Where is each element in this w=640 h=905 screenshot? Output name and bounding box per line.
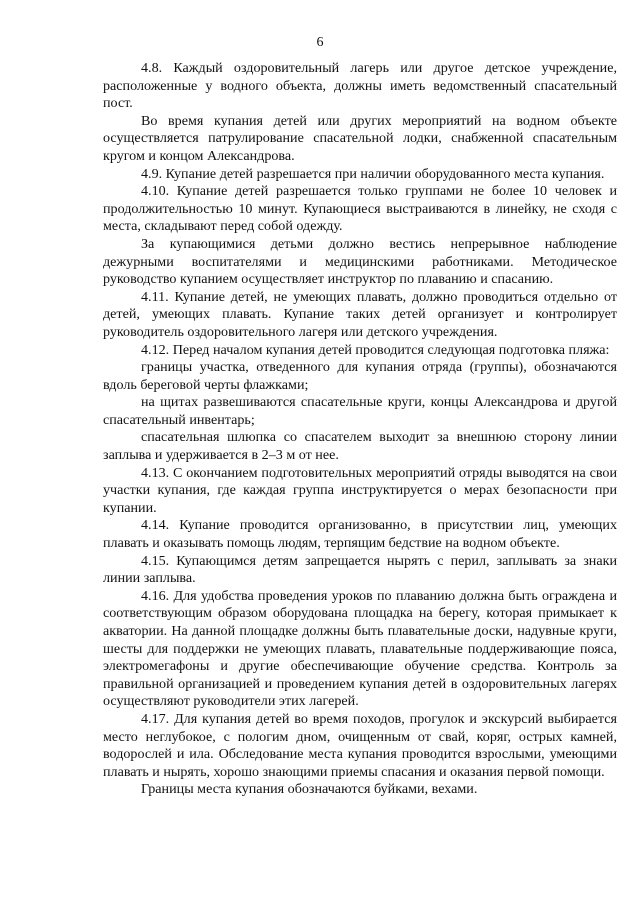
paragraph-4-16: 4.16. Для удобства проведения уроков по плаванию должна быть ограждена и соответствующим образом оборудована площадка на берегу, которая примыкает к акватории. На данной площадке должны быть плавательные доски, надувные круги, шесты для поддержки не умеющих плавать, плавательные поддерживающие пояса, электромегафоны и другие обеспечивающие обучение средства. Контроль за правильной организацией и проведением купания детей в оздоровительных лагерях осуществляют руководители этих лагерей. [103, 587, 617, 710]
paragraph-markers: Границы места купания обозначаются буйками, вехами. [141, 781, 478, 798]
page-number: 6 [316, 35, 324, 50]
document-body [103, 60, 617, 799]
paragraph-shields: на щитах развешиваются спасательные круги, концы Александрова и другой спасательный инвентарь; [103, 394, 617, 428]
paragraph-4-15: 4.15. Купающимся детям запрещается нырять с перил, заплывать за знаки линии заплыва. [103, 552, 617, 587]
paragraph-rescue-boat: спасательная шлюпка со спасателем выходит за внешнюю сторону линии заплыва и удерживается в 2–3 м от нее. [103, 429, 617, 464]
paragraph-4-9: 4.9. Купание детей разрешается при наличии оборудованного места купания. [141, 165, 605, 182]
paragraph-boundaries: границы участка, отведенного для купания отряда (группы), обозначаются вдоль береговой черты флажками; [103, 359, 617, 393]
paragraph-4-17: 4.17. Для купания детей во время походов, прогулок и экскурсий выбирается место неглубокое, с пологим дном, очищенным от свай, коряг, острых камней, водорослей и ила. Обследование места купания проводится взрослыми, умеющими плавать и нырять, хорошо знающими приемы спасания и оказания первой помощи. [103, 710, 617, 780]
paragraph-4-8: 4.8. Каждый оздоровительный лагерь или другое детское учреждение, расположенные у водного объекта, должны иметь ведомственный спасательный пост. [103, 60, 617, 112]
paragraph-supervision: За купающимися детьми должно вестись непрерывное наблюдение дежурными воспитателями и медицинскими работниками. Методическое руководство купанием осуществляет инструктор по плаванию и спасанию. [103, 235, 617, 288]
paragraph-4-11: 4.11. Купание детей, не умеющих плавать, должно проводиться отдельно от детей, умеющих плавать. Купание таких детей организует и контролирует руководитель оздоровительного лагеря или детского учреждения. [103, 288, 617, 340]
paragraph-4-14: 4.14. Купание проводится организованно, в присутствии лиц, умеющих плавать и оказывать помощь людям, терпящим бедствие на водном объекте. [103, 517, 617, 552]
paragraph-4-10: 4.10. Купание детей разрешается только группами не более 10 человек и продолжительностью 10 минут. Купающиеся выстраиваются в линейку, не сходя с места, складывают перед собой одежду. [103, 183, 617, 235]
paragraph-4-12: 4.12. Перед началом купания детей проводится следующая подготовка пляжа: [141, 341, 610, 358]
paragraph-4-13: 4.13. С окончанием подготовительных мероприятий отряды выводятся на свои участки купания, где каждая группа инструктируется о мерах безопасности при купании. [103, 464, 617, 516]
paragraph-patrol: Во время купания детей или других мероприятий на водном объекте осуществляется патрулирование спасательной лодки, снабженной спасательным кругом и концом Александрова. [103, 112, 617, 164]
